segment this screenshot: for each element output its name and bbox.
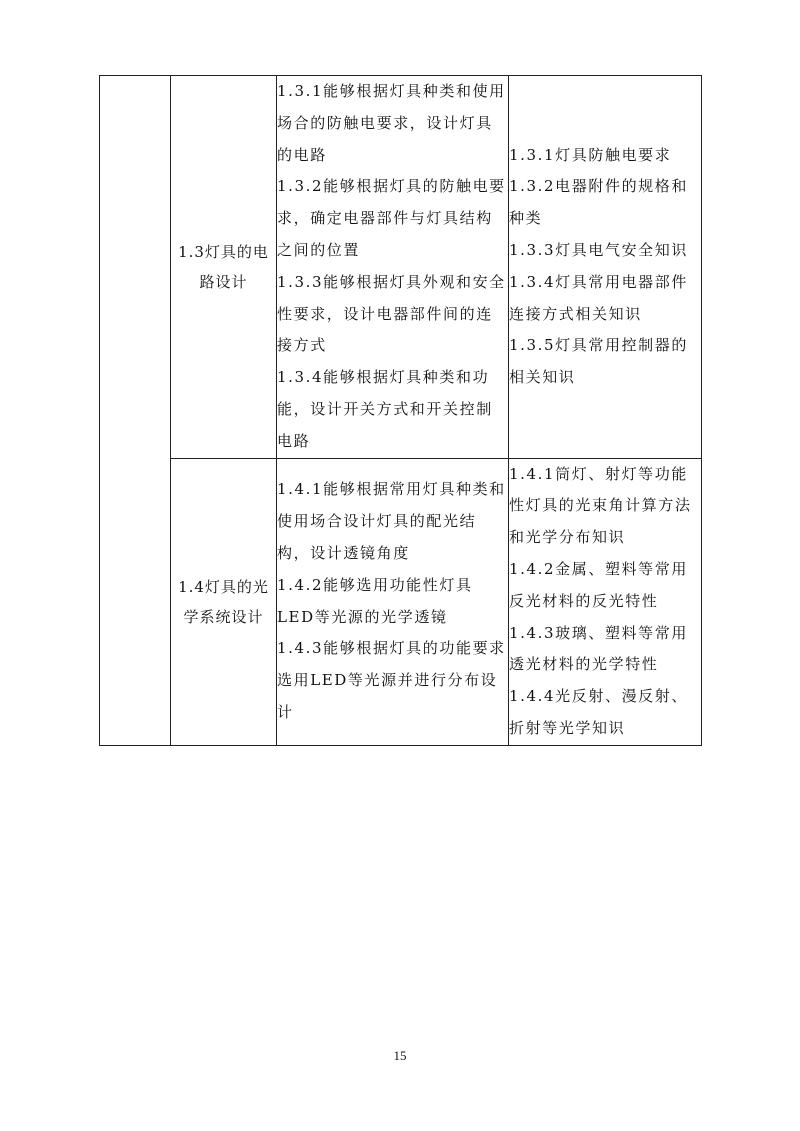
knowledge-item: 1.3.3灯具电气安全知识 (509, 240, 688, 259)
skill-item: 1.4.3能够根据灯具的功能要求选用LED等光源并进行分布设计 (277, 639, 506, 722)
knowledge-item: 1.4.1筒灯、射灯等功能性灯具的光束角计算方法和光学分布知识 (509, 464, 692, 547)
knowledge-item: 1.3.2电器附件的规格和种类 (509, 177, 688, 228)
knowledge-item: 1.3.5灯具常用控制器的相关知识 (509, 336, 688, 387)
skill-item: 1.4.1能够根据常用灯具种类和使用场合设计灯具的配光结构，设计透镜角度 (277, 480, 506, 563)
job-function-cell (100, 76, 171, 746)
skill-item: 1.4.2能够选用功能性灯具LED等光源的光学透镜 (277, 575, 473, 626)
knowledge-item: 1.3.1灯具防触电要求 (509, 145, 672, 164)
skill-requirements-cell (277, 458, 509, 745)
table-row (100, 76, 702, 459)
work-content-cell: 1.3灯具的电路设计 (171, 76, 277, 459)
knowledge-item: 1.4.2金属、塑料等常用反光材料的反光特性 (509, 559, 688, 610)
skill-item: 1.3.1能够根据灯具种类和使用场合的防触电要求，设计灯具的电路 (277, 82, 506, 164)
standards-table (99, 75, 702, 746)
knowledge-item: 1.4.3玻璃、塑料等常用透光材料的光学特性 (509, 623, 688, 674)
knowledge-item: 1.4.4光反射、漫反射、折射等光学知识 (509, 687, 688, 737)
work-content-cell: 1.4灯具的光学系统设计 (171, 458, 277, 745)
table-row (100, 458, 702, 745)
skill-item: 1.3.2能够根据灯具的防触电要求，确定电器部件与灯具结构之间的位置 (277, 177, 506, 259)
skill-requirements-cell (277, 76, 509, 459)
skill-item: 1.3.3能够根据灯具外观和安全性要求，设计电器部件间的连接方式 (277, 272, 506, 355)
knowledge-item: 1.3.4灯具常用电器部件连接方式相关知识 (509, 272, 688, 323)
related-knowledge-cell (509, 458, 702, 745)
skill-item: 1.3.4能够根据灯具种类和功能，设计开关方式和开关控制电路 (277, 368, 493, 450)
page-number: 15 (393, 1048, 407, 1063)
related-knowledge-cell (509, 76, 702, 459)
